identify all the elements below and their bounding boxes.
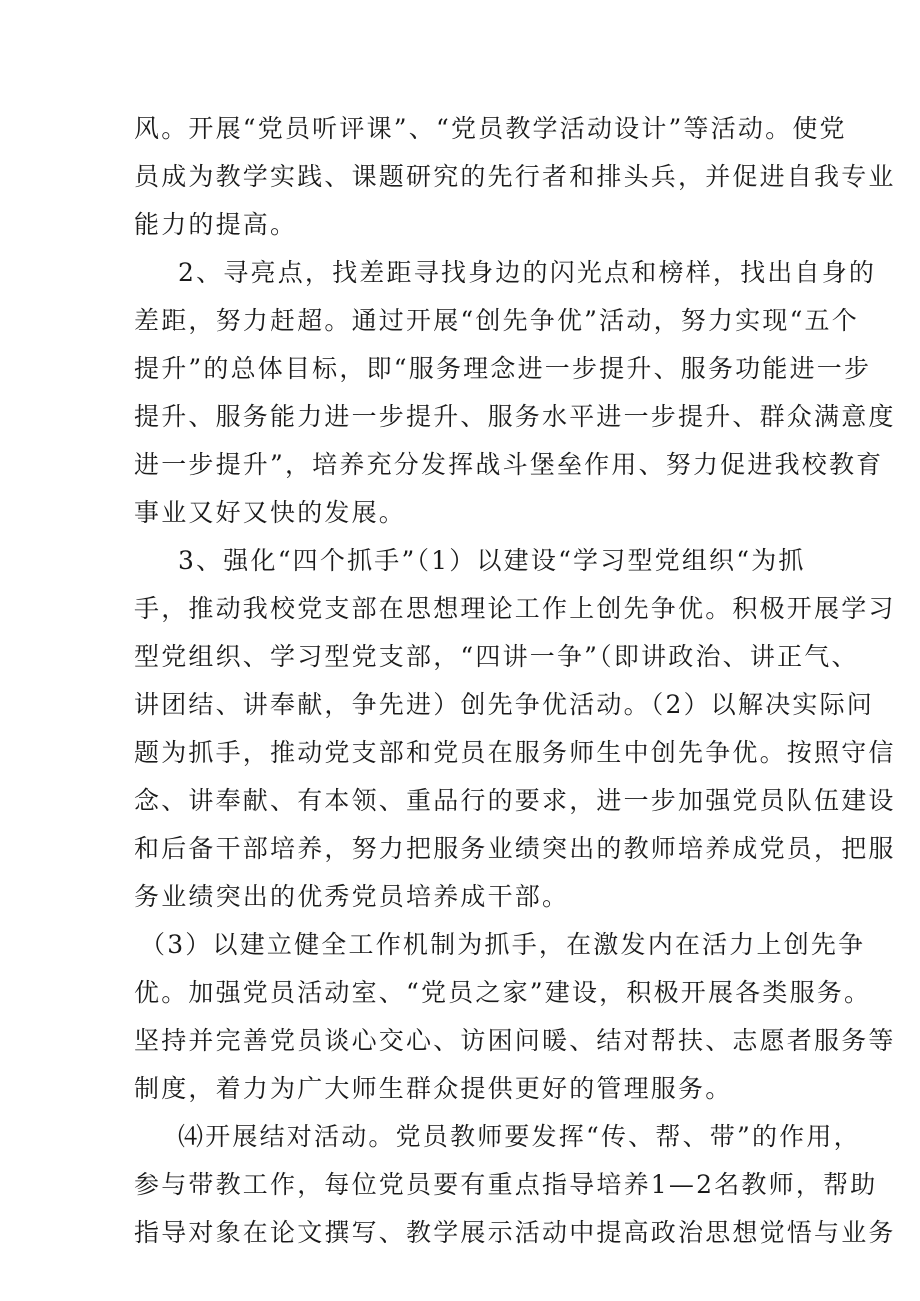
text-line: 风。开展“党员听评课”、“党员教学活动设计”等活动。使党 <box>134 114 847 143</box>
text-line: 2、寻亮点，找差距寻找身边的闪光点和榜样，找出自身的 <box>178 258 877 287</box>
text-line: 能力的提高。 <box>134 210 298 239</box>
text-line: 提升、服务能力进一步提升、服务水平进一步提升、群众满意度 <box>134 402 896 431</box>
text-line: 型党组织、学习型党支部，“四讲一争”（即讲政治、讲正气、 <box>134 642 859 671</box>
text-line: 制度，着力为广大师生群众提供更好的管理服务。 <box>134 1074 733 1103</box>
text-line: 和后备干部培养，努力把服务业绩突出的教师培养成党员，把服 <box>134 834 896 863</box>
text-line: 手，推动我校党支部在思想理论工作上创先争优。积极开展学习 <box>134 594 896 623</box>
text-line: 提升”的总体目标，即“服务理念进一步提升、服务功能进一步 <box>134 354 872 383</box>
text-line: 3、强化“四个抓手”（1）以建设“学习型党组织“为抓 <box>178 546 806 575</box>
text-line: 差距，努力赶超。通过开展“创先争优”活动，努力实现“五个 <box>134 306 859 335</box>
text-line: 进一步提升”，培养充分发挥战斗堡垒作用、努力促进我校教育 <box>134 450 884 479</box>
text-line: 优。加强党员活动室、“党员之家”建设，积极开展各类服务。 <box>134 978 872 1007</box>
text-line: 坚持并完善党员谈心交心、访困问暖、结对帮扶、志愿者服务等 <box>134 1026 896 1055</box>
text-line: （3）以建立健全工作机制为抓手，在激发内在活力上创先争 <box>140 930 866 959</box>
text-line: 员成为教学实践、课题研究的先行者和排头兵，并促进自我专业 <box>134 162 896 191</box>
text-line: 题为抓手，推动党支部和党员在服务师生中创先争优。按照守信 <box>134 738 896 767</box>
text-line: 念、讲奉献、有本领、重品行的要求，进一步加强党员队伍建设 <box>134 786 896 815</box>
text-line: ⑷开展结对活动。党员教师要发挥“传、帮、带”的作用， <box>178 1122 861 1151</box>
text-line: 参与带教工作，每位党员要有重点指导培养1—2名教师，帮助 <box>134 1170 878 1199</box>
text-line: 事业又好又快的发展。 <box>134 498 407 527</box>
text-line: 务业绩突出的优秀党员培养成干部。 <box>134 882 570 911</box>
text-line: 讲团结、讲奉献，争先进）创先争优活动。（2）以解决实际问 <box>134 690 875 719</box>
text-line: 指导对象在论文撰写、教学展示活动中提高政治思想觉悟与业务 <box>134 1218 896 1247</box>
